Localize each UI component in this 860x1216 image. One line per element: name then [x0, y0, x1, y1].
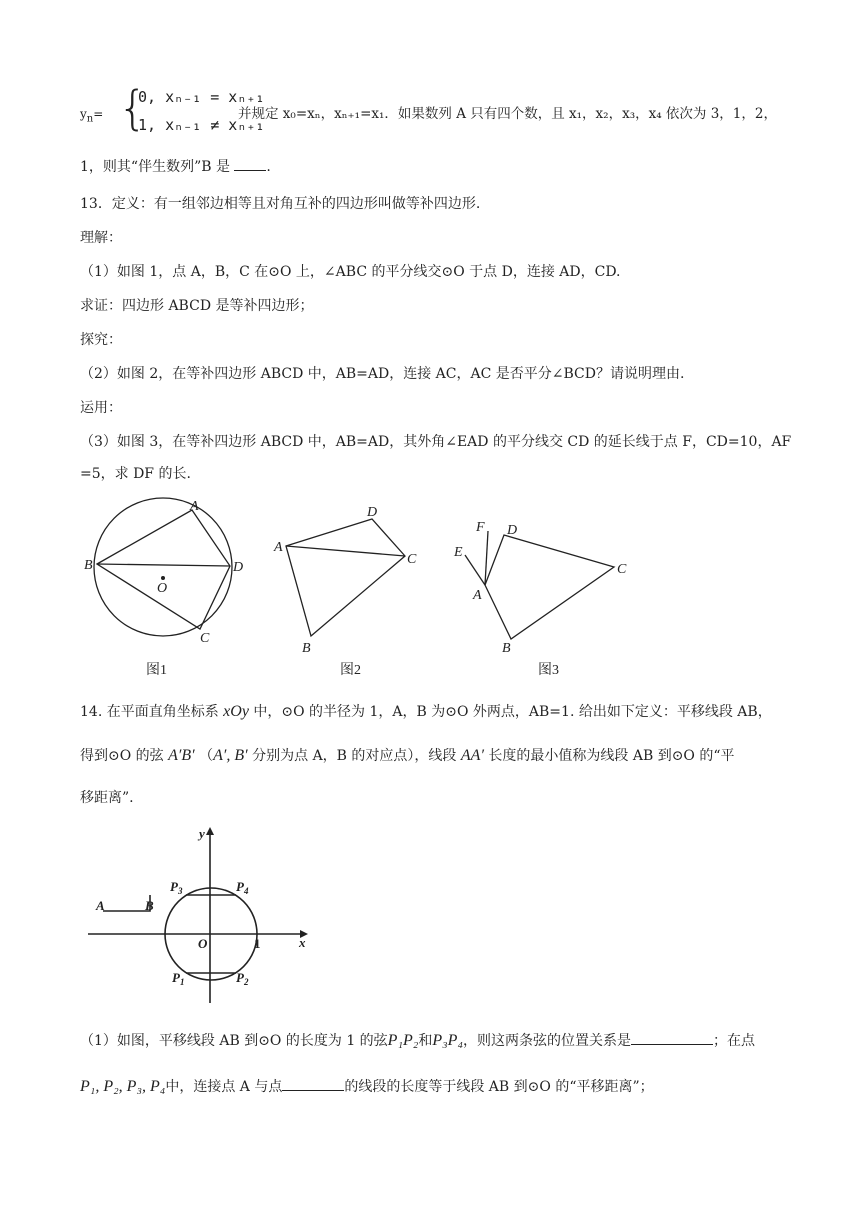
y-label: y [199, 826, 205, 841]
q14-part1-a: （1）如图，平移线段 AB 到⊙O 的长度为 1 的弦 [80, 1033, 388, 1049]
origin-label: O [198, 936, 208, 951]
fig1-label-c: C [200, 631, 210, 646]
fig3-label-f: F [476, 520, 485, 535]
fig1-label-d: D [233, 560, 244, 575]
piecewise-definition [118, 81, 265, 140]
fig2-quad [286, 519, 405, 636]
fig2-label-d: D [367, 505, 378, 520]
period: . [266, 159, 271, 175]
fig1-label-o: O [157, 581, 168, 596]
open-paren: （ [199, 748, 214, 764]
p2-label: $P_2$ [236, 970, 249, 987]
q14-line2-c: 分别为点 A，B 的对应点），线段 [252, 748, 457, 764]
equals: = [93, 107, 104, 121]
aa-symbol: AA′ [460, 747, 484, 764]
fig2-label-b: B [302, 641, 311, 656]
xoy-symbol: xOy [223, 703, 249, 720]
q14-part1-e: 的线段的长度等于线段 AB 到⊙O 的“平移距离”； [344, 1079, 654, 1095]
fig1-center-dot [161, 576, 165, 580]
relation-blank [631, 1030, 713, 1045]
case-equal: 0, xₙ₋₁ = xₙ₊₁ [138, 88, 265, 106]
p3-label: $P_3$ [170, 879, 183, 896]
p4-label: $P_4$ [236, 879, 249, 896]
fig1-quad [97, 510, 230, 629]
piecewise-lhs [80, 104, 103, 129]
y-subscript: n [86, 113, 94, 125]
fig3-label-e: E [454, 545, 463, 560]
point-blank [282, 1076, 344, 1091]
p1-label: $P_1$ [172, 970, 185, 987]
q14-line2-a: 得到⊙O 的弦 [80, 748, 164, 764]
brace-symbol: { [118, 81, 148, 135]
q13-figures [0, 490, 860, 690]
y-arrow [206, 827, 214, 835]
q14-part1-d: 中，连接点 A 与点 [165, 1079, 283, 1095]
fig3-label-b: B [502, 641, 511, 656]
fig3-caption: 图3 [538, 663, 559, 678]
fig2-label-a: A [274, 540, 283, 555]
points4-symbol: P₁, P₂, P₃, P₄ [80, 1078, 166, 1095]
and-word: 和 [418, 1033, 433, 1049]
q14-line2 [80, 746, 735, 766]
q14-line1-b: 中，⊙O 的半径为 1，A，B 为⊙O 外两点，AB=1. 给出如下定义：平移线段 AB， [253, 704, 772, 720]
q14-line1-a: 14. 在平面直角坐标系 [80, 704, 219, 720]
p3p4-symbol: P₃P₄ [432, 1032, 464, 1049]
points-symbol: A′, B′ [213, 747, 248, 764]
point-a-label: A [96, 898, 105, 913]
q14-part1-line1 [80, 1030, 755, 1051]
fig3-line-ae [465, 555, 485, 585]
x-label: x [299, 935, 306, 950]
q12-line1: 并规定 x₀=xₙ，xₙ₊₁=x₁．如果数列 A 只有四个数，且 x₁，x₂，x₃，x₄ 依次为 3，1，2， [238, 106, 777, 122]
fig2-diagonal [286, 546, 405, 556]
fig2-label-c: C [407, 552, 417, 567]
q14-part1-b: ，则这两条弦的位置关系是 [463, 1033, 632, 1049]
fig3-label-d: D [507, 523, 518, 538]
q13-understand: 理解： [80, 230, 122, 246]
fig3-quad [485, 535, 614, 639]
q14-part1-c: ；在点 [713, 1033, 756, 1049]
fig3-label-c: C [617, 562, 627, 577]
chord-symbol: A′B′ [168, 747, 195, 764]
case-not-equal: 1, xₙ₋₁ ≠ xₙ₊₁ [138, 116, 265, 134]
q14-part1-line2 [80, 1076, 654, 1097]
q13-explore: 探究： [80, 332, 122, 348]
fig3-label-a: A [473, 588, 482, 603]
q12-line2 [80, 156, 271, 177]
q13-apply: 运用： [80, 400, 122, 416]
point-b-label: B [145, 898, 154, 913]
fig1-label-b: B [84, 558, 93, 573]
q13-part3b: =5，求 DF 的长. [80, 466, 191, 482]
q14-line1 [80, 702, 772, 722]
q12-line2-text: 1，则其“伴生数列”B 是 [80, 159, 230, 175]
p1p2-symbol: P₁P₂ [387, 1032, 419, 1049]
q13-part2: （2）如图 2，在等补四边形 ABCD 中，AB=AD，连接 AC，AC 是否平分∠BCD？请说明理由. [80, 366, 685, 382]
y-symbol: y [80, 107, 87, 121]
fig1-caption: 图1 [146, 663, 167, 678]
fig1-circle [94, 498, 232, 636]
segment-ab [103, 895, 150, 911]
q14-line2-d: 长度的最小值称为线段 AB 到⊙O 的“平 [488, 748, 735, 764]
tick-one-label: 1 [254, 936, 261, 951]
fig1-diagonal [97, 564, 230, 566]
fig2-caption: 图2 [340, 663, 361, 678]
q13-title: 13．定义：有一组邻边相等且对角互补的四边形叫做等补四边形. [80, 196, 481, 212]
q13-part1: （1）如图 1，点 A，B，C 在⊙O 上，∠ABC 的平分线交⊙O 于点 D，连接 AD，CD. [80, 264, 621, 280]
answer-blank [234, 156, 266, 171]
q14-line3: 移距离”. [80, 790, 134, 806]
fig1-label-a: A [190, 499, 199, 514]
q13-part3a: （3）如图 3，在等补四边形 ABCD 中，AB=AD，其外角∠EAD 的平分线交 CD 的延长线于点 F，CD=10，AF [80, 434, 792, 450]
q14-graph [0, 820, 860, 1020]
q13-prove: 求证：四边形 ABCD 是等补四边形； [80, 298, 314, 314]
